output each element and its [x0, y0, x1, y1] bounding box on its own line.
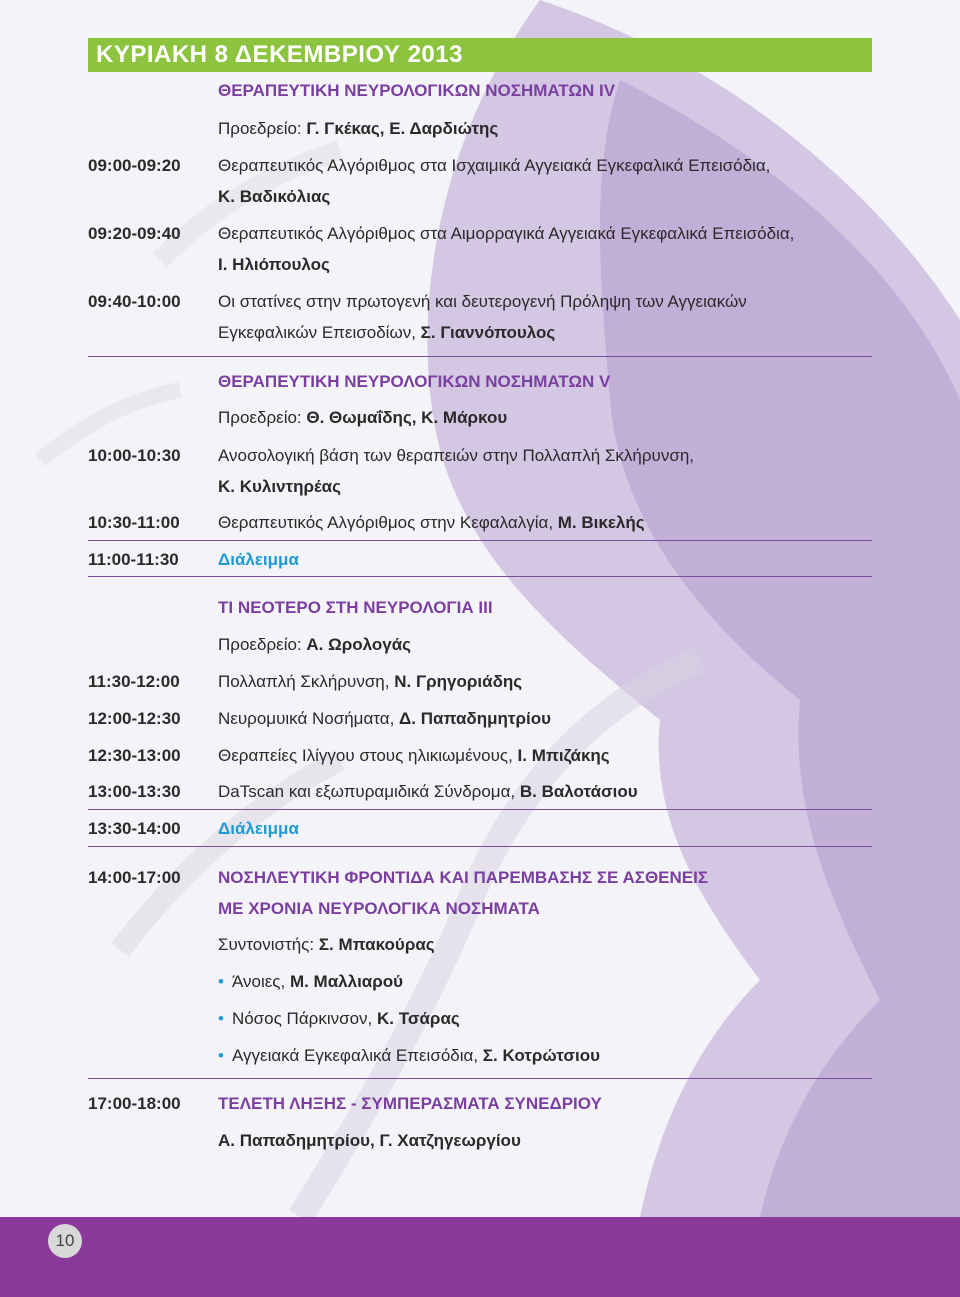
coordinator-label: Συντονιστής: [218, 935, 319, 954]
divider [88, 1078, 872, 1079]
time-slot: 12:30-13:00 [88, 746, 181, 765]
break-label: Διάλειμμα [218, 550, 299, 569]
time-slot: 11:00-11:30 [88, 550, 179, 569]
speaker: Β. Βαλοτάσιου [519, 782, 638, 801]
footer-band [0, 1217, 960, 1297]
session-title: ΘΕΡΑΠΕΥΤΙΚΗ ΝΕΥΡΟΛΟΓΙΚΩΝ ΝΟΣΗΜΑΤΩΝ IV [218, 81, 616, 100]
divider [88, 846, 872, 847]
talk-title: Νόσος Πάρκινσον, [231, 1009, 377, 1028]
speaker: Κ. Κυλιντηρέας [218, 477, 341, 496]
speaker: Δ. Παπαδημητρίου [399, 709, 552, 728]
time-slot: 09:00-09:20 [88, 156, 181, 175]
speaker: Κ. Τσάρας [377, 1009, 460, 1028]
talk-title: Νευρομυικά Νοσήματα, [218, 709, 400, 728]
bullet-icon: • [218, 1046, 224, 1065]
talk-title: DaTscan και εξωπυραμιδικά Σύνδρομα, [218, 782, 520, 801]
talk-title: Αγγειακά Εγκεφαλικά Επεισόδια, [231, 1046, 483, 1065]
time-slot: 09:40-10:00 [88, 292, 181, 311]
session-title: ΤΕΛΕΤΗ ΛΗΞΗΣ - ΣΥΜΠΕΡΑΣΜΑΤΑ ΣΥΝΕΔΡΙΟΥ [218, 1094, 602, 1113]
speaker: Σ. Κοτρώτσιου [482, 1046, 600, 1065]
time-slot: 13:30-14:00 [88, 819, 181, 838]
chair-names: Θ. Θωμαΐδης, Κ. Μάρκου [306, 408, 508, 427]
bullet-icon: • [218, 1009, 224, 1028]
session-title: ΝΟΣΗΛΕΥΤΙΚΗ ΦΡΟΝΤΙΔΑ ΚΑΙ ΠΑΡΕΜΒΑΣΗΣ ΣΕ ΑΣΘΕΝΕΙΣ [218, 868, 709, 887]
time-slot: 17:00-18:00 [88, 1094, 181, 1113]
speaker: Μ. Μαλλιαρού [289, 972, 404, 991]
time-slot: 10:00-10:30 [88, 446, 181, 465]
talk-title-cont: Εγκεφαλικών Επεισοδίων, [218, 323, 421, 342]
session-title: ΤΙ ΝΕΟΤΕΡΟ ΣΤΗ ΝΕΥΡΟΛΟΓΙΑ III [218, 598, 493, 617]
chair-label: Προεδρείο: [218, 119, 307, 138]
speaker: Κ. Βαδικόλιας [218, 187, 331, 206]
chair-label: Προεδρείο: [218, 408, 307, 427]
talk-title: Θεραπευτικός Αλγόριθμος στα Αιμορραγικά Αγγειακά Εγκεφαλικά Επεισόδια, [218, 224, 795, 243]
time-slot: 13:00-13:30 [88, 782, 181, 801]
talk-title: Οι στατίνες στην πρωτογενή και δευτερογενή Πρόληψη των Αγγειακών [218, 292, 747, 311]
divider [88, 576, 872, 577]
speaker: Ν. Γρηγοριάδης [394, 672, 523, 691]
divider [88, 809, 872, 810]
break-label: Διάλειμμα [218, 819, 299, 838]
talk-title: Άνοιες, [231, 972, 290, 991]
divider [88, 356, 872, 357]
chair-label: Προεδρείο: [218, 635, 307, 654]
time-slot: 12:00-12:30 [88, 709, 181, 728]
time-slot: 09:20-09:40 [88, 224, 181, 243]
chair-names: Γ. Γκέκας, Ε. Δαρδιώτης [306, 119, 499, 138]
session-title: ΘΕΡΑΠΕΥΤΙΚΗ ΝΕΥΡΟΛΟΓΙΚΩΝ ΝΟΣΗΜΑΤΩΝ V [218, 372, 611, 391]
speakers: Α. Παπαδημητρίου, Γ. Χατζηγεωργίου [218, 1131, 521, 1150]
time-slot: 14:00-17:00 [88, 868, 181, 887]
time-slot: 11:30-12:00 [88, 672, 180, 691]
page-title: ΚΥΡΙΑΚΗ 8 ΔΕΚΕΜΒΡΙΟΥ 2013 [88, 38, 872, 72]
time-slot: 10:30-11:00 [88, 513, 180, 532]
speaker: Σ. Γιαννόπουλος [420, 323, 556, 342]
bullet-icon: • [218, 972, 224, 991]
talk-title: Θεραπείες Ιλίγγου στους ηλικιωμένους, [218, 746, 518, 765]
chair-names: Α. Ωρολογάς [306, 635, 412, 654]
page-number: 10 [48, 1224, 82, 1258]
session-title-cont: ΜΕ ΧΡΟΝΙΑ ΝΕΥΡΟΛΟΓΙΚΑ ΝΟΣΗΜΑΤΑ [218, 899, 540, 918]
speaker: Ι. Μπιζάκης [517, 746, 610, 765]
talk-title: Θεραπευτικός Αλγόριθμος στα Ισχαιμικά Αγγειακά Εγκεφαλικά Επεισόδια, [218, 156, 771, 175]
speaker: Ι. Ηλιόπουλος [218, 255, 330, 274]
coordinator-name: Σ. Μπακούρας [318, 935, 435, 954]
talk-title: Ανοσολογική βάση των θεραπειών στην Πολλαπλή Σκλήρυνση, [218, 446, 694, 465]
divider [88, 540, 872, 541]
speaker: Μ. Βικελής [557, 513, 645, 532]
talk-title: Θεραπευτικός Αλγόριθμος στην Κεφαλαλγία, [218, 513, 558, 532]
talk-title: Πολλαπλή Σκλήρυνση, [218, 672, 395, 691]
